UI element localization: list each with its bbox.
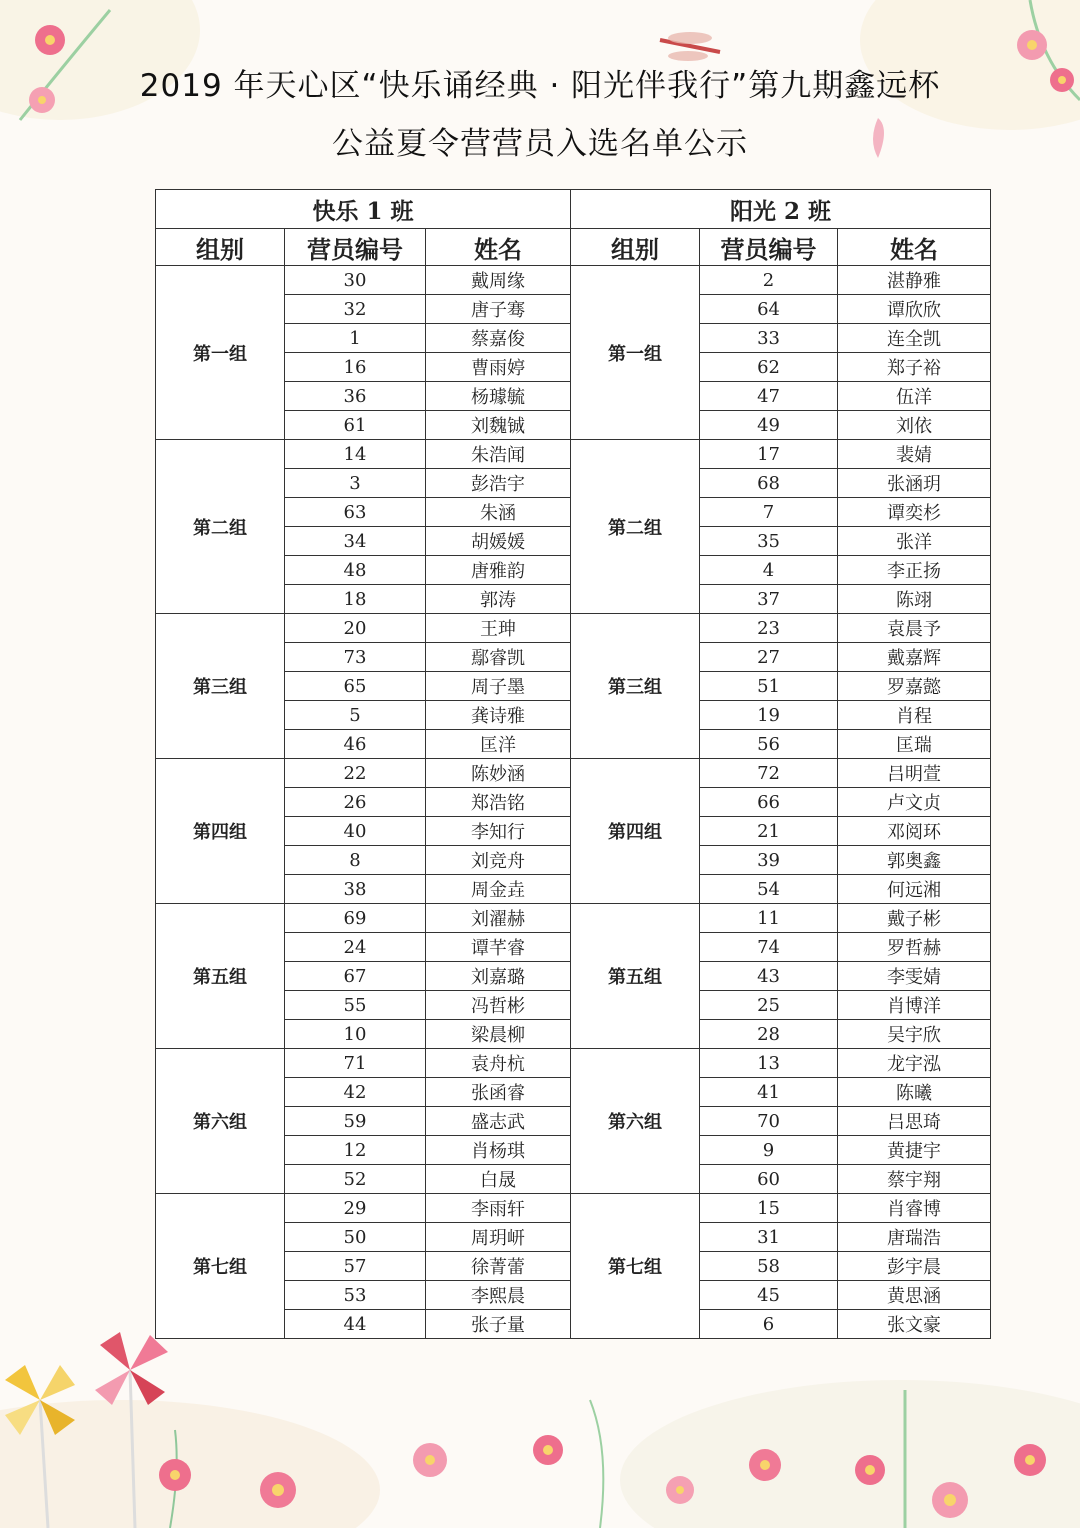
camper-number: 10: [285, 1020, 426, 1049]
camper-number: 49: [700, 411, 838, 440]
camper-number: 62: [700, 353, 838, 382]
class-header-right: 阳光 2 班: [571, 190, 991, 229]
group-label: 第一组: [156, 266, 285, 440]
camper-name: 龚诗雅: [426, 701, 571, 730]
camper-number: 56: [700, 730, 838, 759]
camper-number: 57: [285, 1252, 426, 1281]
group-label: 第二组: [156, 440, 285, 614]
camper-name: 梁晨柳: [426, 1020, 571, 1049]
camper-number: 38: [285, 875, 426, 904]
camper-number: 3: [285, 469, 426, 498]
camper-name: 罗哲赫: [838, 933, 991, 962]
camper-name: 郑子裕: [838, 353, 991, 382]
camper-number: 36: [285, 382, 426, 411]
camper-number: 20: [285, 614, 426, 643]
camper-number: 74: [700, 933, 838, 962]
camper-name: 冯哲彬: [426, 991, 571, 1020]
group-label: 第六组: [156, 1049, 285, 1194]
camper-number: 66: [700, 788, 838, 817]
camper-name: 戴子彬: [838, 904, 991, 933]
camper-name: 戴嘉辉: [838, 643, 991, 672]
camper-number: 45: [700, 1281, 838, 1310]
camper-name: 张子量: [426, 1310, 571, 1339]
camper-number: 35: [700, 527, 838, 556]
group-label: 第六组: [571, 1049, 700, 1194]
camper-number: 8: [285, 846, 426, 875]
camper-number: 71: [285, 1049, 426, 1078]
camper-number: 29: [285, 1194, 426, 1223]
camper-number: 31: [700, 1223, 838, 1252]
camper-name: 谭芊睿: [426, 933, 571, 962]
camper-name: 刘依: [838, 411, 991, 440]
camper-name: 唐雅韵: [426, 556, 571, 585]
camper-name: 郑浩铭: [426, 788, 571, 817]
camper-number: 60: [700, 1165, 838, 1194]
group-label: 第七组: [156, 1194, 285, 1339]
camper-name: 邓阅环: [838, 817, 991, 846]
camper-name: 李雨轩: [426, 1194, 571, 1223]
camper-number: 40: [285, 817, 426, 846]
camper-name: 吕明萱: [838, 759, 991, 788]
camper-name: 刘濯赫: [426, 904, 571, 933]
camper-name: 陈曦: [838, 1078, 991, 1107]
camper-number: 22: [285, 759, 426, 788]
camper-name: 朱浩闻: [426, 440, 571, 469]
camper-number: 4: [700, 556, 838, 585]
camper-name: 连全凯: [838, 324, 991, 353]
camper-name: 周金垚: [426, 875, 571, 904]
camper-name: 蔡嘉俊: [426, 324, 571, 353]
camper-name: 刘竞舟: [426, 846, 571, 875]
camper-name: 胡媛媛: [426, 527, 571, 556]
camper-number: 53: [285, 1281, 426, 1310]
camper-number: 9: [700, 1136, 838, 1165]
camper-number: 39: [700, 846, 838, 875]
camper-number: 19: [700, 701, 838, 730]
camper-number: 58: [700, 1252, 838, 1281]
camper-name: 陈妙涵: [426, 759, 571, 788]
camper-number: 67: [285, 962, 426, 991]
camper-name: 湛静雅: [838, 266, 991, 295]
table-row: [156, 1049, 991, 1078]
camper-name: 郭奥鑫: [838, 846, 991, 875]
camper-name: 谭欣欣: [838, 295, 991, 324]
camper-number: 33: [700, 324, 838, 353]
camper-name: 袁晨予: [838, 614, 991, 643]
camper-number: 17: [700, 440, 838, 469]
camper-name: 黄思涵: [838, 1281, 991, 1310]
camper-name: 李知行: [426, 817, 571, 846]
camper-name: 唐子骞: [426, 295, 571, 324]
camper-name: 白晟: [426, 1165, 571, 1194]
camper-number: 16: [285, 353, 426, 382]
camper-number: 41: [700, 1078, 838, 1107]
camper-number: 48: [285, 556, 426, 585]
camper-number: 50: [285, 1223, 426, 1252]
roster-body: [156, 266, 991, 1339]
camper-name: 张函睿: [426, 1078, 571, 1107]
group-label: 第五组: [156, 904, 285, 1049]
camper-number: 32: [285, 295, 426, 324]
camper-number: 64: [700, 295, 838, 324]
camper-number: 55: [285, 991, 426, 1020]
camper-number: 23: [700, 614, 838, 643]
camper-number: 52: [285, 1165, 426, 1194]
group-label: 第五组: [571, 904, 700, 1049]
camper-number: 2: [700, 266, 838, 295]
camper-number: 6: [700, 1310, 838, 1339]
roster-table: [155, 189, 991, 1339]
camper-name: 彭浩宇: [426, 469, 571, 498]
camper-name: 龙宇泓: [838, 1049, 991, 1078]
camper-number: 46: [285, 730, 426, 759]
camper-number: 72: [700, 759, 838, 788]
camper-name: 肖睿博: [838, 1194, 991, 1223]
camper-number: 11: [700, 904, 838, 933]
camper-number: 25: [700, 991, 838, 1020]
camper-name: 蔡宇翔: [838, 1165, 991, 1194]
camper-name: 周子墨: [426, 672, 571, 701]
table-row: [156, 614, 991, 643]
camper-number: 69: [285, 904, 426, 933]
column-header-number: 营员编号: [700, 229, 838, 266]
camper-number: 26: [285, 788, 426, 817]
camper-number: 14: [285, 440, 426, 469]
dragonfly-icon: [660, 32, 720, 61]
camper-name: 杨璩毓: [426, 382, 571, 411]
page-title: 2019 年天心区“快乐诵经典 · 阳光伴我行”第九期鑫远杯: [139, 68, 941, 104]
group-label: 第一组: [571, 266, 700, 440]
camper-name: 匡瑞: [838, 730, 991, 759]
camper-number: 54: [700, 875, 838, 904]
camper-number: 18: [285, 585, 426, 614]
camper-number: 44: [285, 1310, 426, 1339]
class-header-left: 快乐 1 班: [156, 190, 571, 229]
camper-name: 周玥岍: [426, 1223, 571, 1252]
group-label: 第三组: [571, 614, 700, 759]
camper-number: 42: [285, 1078, 426, 1107]
camper-number: 24: [285, 933, 426, 962]
camper-number: 47: [700, 382, 838, 411]
camper-name: 曹雨婷: [426, 353, 571, 382]
camper-number: 15: [700, 1194, 838, 1223]
camper-number: 30: [285, 266, 426, 295]
camper-name: 鄢睿凯: [426, 643, 571, 672]
group-label: 第二组: [571, 440, 700, 614]
camper-name: 肖博洋: [838, 991, 991, 1020]
table-row: [156, 759, 991, 788]
camper-name: 谭奕杉: [838, 498, 991, 527]
camper-name: 何远湘: [838, 875, 991, 904]
camper-name: 盛志武: [426, 1107, 571, 1136]
page-subtitle: 公益夏令营营员入选名单公示: [332, 126, 748, 162]
camper-number: 13: [700, 1049, 838, 1078]
table-row: [156, 904, 991, 933]
table-row: [156, 1194, 991, 1223]
camper-name: 陈翊: [838, 585, 991, 614]
camper-name: 裴婧: [838, 440, 991, 469]
camper-name: 肖程: [838, 701, 991, 730]
column-header-number: 营员编号: [285, 229, 426, 266]
camper-name: 朱涵: [426, 498, 571, 527]
group-label: 第七组: [571, 1194, 700, 1339]
camper-name: 李雯婧: [838, 962, 991, 991]
camper-name: 张文豪: [838, 1310, 991, 1339]
camper-name: 吕思琦: [838, 1107, 991, 1136]
camper-name: 戴周缘: [426, 266, 571, 295]
camper-number: 61: [285, 411, 426, 440]
camper-number: 21: [700, 817, 838, 846]
camper-number: 34: [285, 527, 426, 556]
camper-name: 王珅: [426, 614, 571, 643]
camper-number: 7: [700, 498, 838, 527]
camper-number: 70: [700, 1107, 838, 1136]
camper-number: 51: [700, 672, 838, 701]
camper-number: 68: [700, 469, 838, 498]
camper-name: 黄捷宇: [838, 1136, 991, 1165]
camper-name: 徐菁蕾: [426, 1252, 571, 1281]
camper-name: 郭涛: [426, 585, 571, 614]
camper-name: 吴宇欣: [838, 1020, 991, 1049]
group-label: 第四组: [156, 759, 285, 904]
column-header-group: 组别: [156, 229, 285, 266]
camper-number: 28: [700, 1020, 838, 1049]
camper-number: 37: [700, 585, 838, 614]
camper-name: 伍洋: [838, 382, 991, 411]
camper-number: 1: [285, 324, 426, 353]
camper-number: 59: [285, 1107, 426, 1136]
camper-name: 李正扬: [838, 556, 991, 585]
camper-name: 李熙晨: [426, 1281, 571, 1310]
camper-name: 袁舟杭: [426, 1049, 571, 1078]
table-row: [156, 266, 991, 295]
column-header-name: 姓名: [426, 229, 571, 266]
group-label: 第四组: [571, 759, 700, 904]
camper-number: 12: [285, 1136, 426, 1165]
camper-name: 刘嘉璐: [426, 962, 571, 991]
camper-number: 5: [285, 701, 426, 730]
camper-name: 张涵玥: [838, 469, 991, 498]
camper-name: 刘魏铖: [426, 411, 571, 440]
camper-name: 彭宇晨: [838, 1252, 991, 1281]
camper-name: 唐瑞浩: [838, 1223, 991, 1252]
camper-number: 63: [285, 498, 426, 527]
table-row: [156, 440, 991, 469]
camper-name: 肖杨琪: [426, 1136, 571, 1165]
group-label: 第三组: [156, 614, 285, 759]
camper-name: 罗嘉懿: [838, 672, 991, 701]
column-header-name: 姓名: [838, 229, 991, 266]
camper-name: 张洋: [838, 527, 991, 556]
camper-number: 73: [285, 643, 426, 672]
camper-name: 卢文贞: [838, 788, 991, 817]
camper-number: 65: [285, 672, 426, 701]
camper-name: 匡洋: [426, 730, 571, 759]
column-header-group: 组别: [571, 229, 700, 266]
camper-number: 27: [700, 643, 838, 672]
camper-number: 43: [700, 962, 838, 991]
